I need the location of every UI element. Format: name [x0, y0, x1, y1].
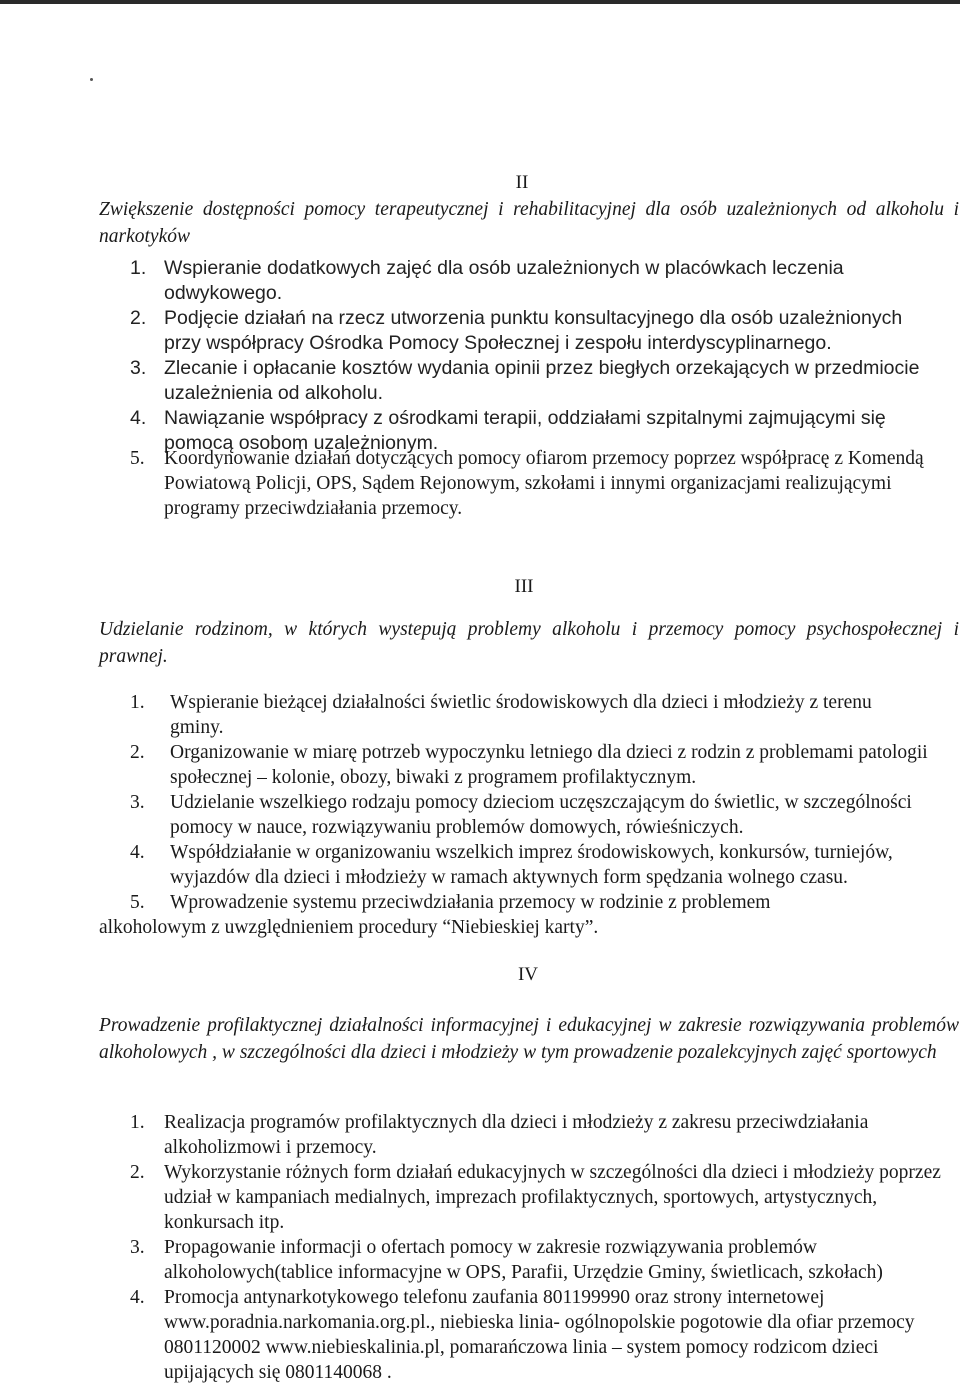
list-item	[130, 690, 930, 740]
item-text: Wprowadzenie systemu przeciwdziałania przemocy w rodzinie z problemem alkoholowym z uwzględnieniem procedury “Niebieskiej karty”.	[99, 892, 771, 938]
item-number: 4.	[130, 842, 145, 863]
item-text: Propagowanie informacji o ofertach pomocy w zakresie rozwiązywania problemów alkoholowych(tablice informacyjne w OPS, Parafii, Urzędzie Gminy, świetlicach, szkołach)	[164, 1237, 883, 1283]
section-4-list	[130, 1110, 950, 1385]
item-number: 3.	[130, 792, 145, 813]
section-4-heading: Prowadzenie profilaktycznej działalności informacyjnej i edukacyjnej w zakresie rozwiązywania problemów alkoholowych , w szczególności dla dzieci i młodzieży w tym prowadzenie pozalekcyjnych zajęć sportowych	[99, 1015, 959, 1063]
list-item	[130, 1285, 950, 1385]
scan-top-border	[0, 0, 960, 4]
list-item	[130, 790, 930, 840]
item-number: 5.	[130, 448, 145, 469]
section-3-list	[130, 690, 930, 890]
section-2-numeral: II	[515, 172, 529, 193]
list-item	[130, 1110, 950, 1160]
list-item	[130, 740, 930, 790]
item-text: Podjęcie działań na rzecz utworzenia punktu konsultacyjnego dla osób uzależnionych przy współpracy Ośrodka Pomocy Społecznej i zespołu interdyscyplinarnego.	[164, 307, 903, 354]
section-2-heading: Zwiększenie dostępności pomocy terapeutycznej i rehabilitacyjnej dla osób uzależnionych od alkoholu i narkotyków	[99, 199, 959, 247]
item-text: Wykorzystanie różnych form działań edukacyjnych w szczególności dla dzieci i młodzieży poprzez udział w kampaniach medialnych, imprezach profilaktycznych, sportowych, artystycznych, konkursach itp.	[164, 1162, 941, 1233]
item-number: 3.	[130, 357, 147, 379]
list-item	[130, 256, 930, 306]
item-text: Realizacja programów profilaktycznych dla dzieci i młodzieży z zakresu przeciwdziałania alkoholizmowi i przemocy.	[164, 1112, 869, 1158]
section-3-numeral: III	[514, 576, 534, 597]
item-number: 1.	[130, 692, 145, 713]
item-text: Udzielanie wszelkiego rodzaju pomocy dzieciom uczęszczającym do świetlic, w szczególności pomocy w nauce, rozwiązywaniu problemów domowych, rówieśniczych.	[170, 792, 912, 838]
list-item	[130, 1235, 950, 1285]
item-text: Koordynowanie działań dotyczących pomocy ofiarom przemocy poprzez współpracę z Komendą Powiatową Policji, OPS, Sądem Rejonowym, szkołami i innymi organizacjami realizującymi programy przeciwdziałania przemocy.	[164, 448, 924, 519]
item-number: 2.	[130, 742, 145, 763]
list-item	[130, 446, 930, 521]
item-number: 5.	[130, 892, 145, 913]
section-3-heading: Udzielanie rodzinom, w których wystepują problemy alkoholu i przemocy pomocy psychospołecznej i prawnej.	[99, 619, 959, 667]
item-text: Zlecanie i opłacanie kosztów wydania opinii przez biegłych orzekających w przedmiocie uzależnienia od alkoholu.	[164, 357, 920, 404]
list-item	[130, 1160, 950, 1235]
item-number: 1.	[130, 257, 147, 279]
item-number: 4.	[130, 407, 147, 429]
item-text: Organizowanie w miarę potrzeb wypoczynku letniego dla dzieci z rodzin z problemami patologii społecznej – kolonie, obozy, biwaki z programem profilaktycznym.	[170, 742, 928, 788]
item-text: Wspieranie bieżącej działalności świetlic środowiskowych dla dzieci i młodzieży z terenu gminy.	[170, 692, 872, 738]
item-number: 2.	[130, 307, 147, 329]
list-item	[130, 840, 930, 890]
item-text: Nawiązanie współpracy z ośrodkami terapii, oddziałami szpitalnymi zajmującymi się pomocą osobom uzależnionym.	[164, 407, 886, 454]
item-number: 3.	[130, 1237, 145, 1258]
item-text: Wspieranie dodatkowych zajęć dla osób uzależnionych w placówkach leczenia odwykowego.	[164, 257, 844, 304]
item-number: 1.	[130, 1112, 145, 1133]
item-text: Promocja antynarkotykowego telefonu zaufania 801199990 oraz strony internetowej www.poradnia.narkomania.org.pl., niebieska linia- ogólnopolskie pogotowie dla ofiar przemocy 0801120002 www.niebieskalinia.pl, pomarańczowa linia – system pomocy rodzicom dzieci upijających się 0801140068 .	[164, 1287, 915, 1383]
item-text: Współdziałanie w organizowaniu wszelkich imprez środowiskowych, konkursów, turniejów, wyjazdów dla dzieci i młodzieży w ramach aktywnych form spędzania wolnego czasu.	[170, 842, 893, 888]
item-number: 2.	[130, 1162, 145, 1183]
section-2-list-cont	[130, 446, 930, 521]
item-number: 4.	[130, 1287, 145, 1308]
scan-speck	[90, 78, 93, 81]
list-item	[130, 306, 930, 356]
section-3-item-5	[99, 890, 859, 940]
list-item	[130, 356, 930, 406]
section-4-numeral: IV	[517, 964, 539, 985]
section-2-list	[130, 256, 930, 456]
